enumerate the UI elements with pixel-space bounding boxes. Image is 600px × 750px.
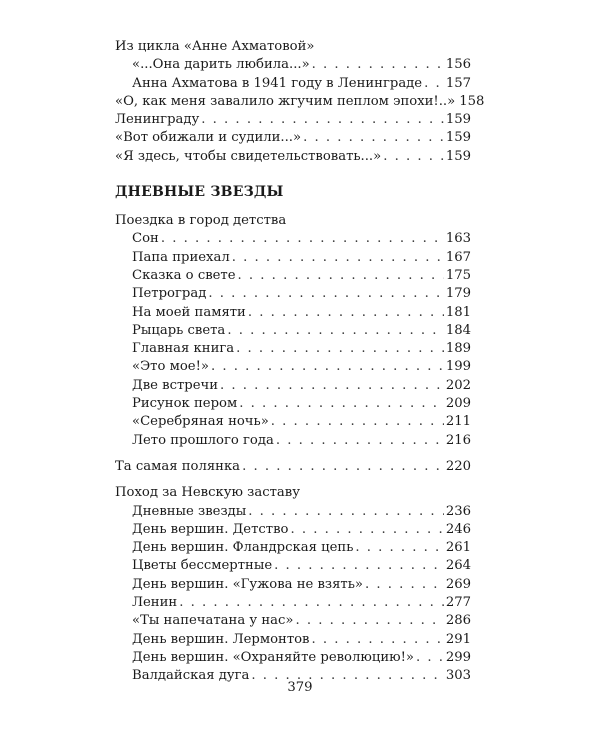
entry-title: День вершин. Детство xyxy=(132,521,289,537)
toc-entry xyxy=(115,322,471,340)
leader-dots xyxy=(271,413,444,431)
leader-dots xyxy=(242,458,444,476)
toc-entry xyxy=(115,340,471,358)
toc-entry-standalone xyxy=(115,458,471,476)
leader-dots xyxy=(239,395,444,413)
leader-dots xyxy=(248,304,444,322)
leader-dots xyxy=(238,267,444,285)
entry-title: «Вот обижали и судили...» xyxy=(115,130,302,146)
toc-entry xyxy=(115,230,471,248)
leader-dots xyxy=(365,576,444,594)
toc-entry xyxy=(115,521,471,539)
entry-title: «Это мое!» xyxy=(132,359,209,375)
entry-title: День вершин. Лермонтов xyxy=(132,631,310,647)
entry-title: Петроград xyxy=(132,286,207,302)
entry-title: «Я здесь, чтобы свидетельствовать...» xyxy=(115,148,382,164)
leader-dots xyxy=(290,521,443,539)
leader-dots xyxy=(211,358,444,376)
cycle-heading: Из цикла «Анне Ахматовой» xyxy=(115,39,315,54)
toc-entry xyxy=(115,594,471,612)
entry-title: Ленинграду xyxy=(115,112,200,128)
toc-entry xyxy=(115,111,471,129)
entry-page: 209 xyxy=(445,396,471,412)
entry-title: День вершин. Фландрская цепь xyxy=(132,540,354,556)
toc-entry xyxy=(115,93,485,111)
toc-entry xyxy=(115,377,471,395)
section-title: ДНЕВНЫЕ ЗВЕЗДЫ xyxy=(115,184,284,201)
entry-title: Рыцарь света xyxy=(132,322,226,338)
leader-dots xyxy=(220,377,444,395)
entry-page: 202 xyxy=(445,377,471,393)
entry-title: Рисунок пером xyxy=(132,396,238,412)
group-heading: Поездка в город детства xyxy=(115,213,287,229)
toc-entry xyxy=(115,395,471,413)
leader-dots xyxy=(276,432,444,450)
toc-entry xyxy=(115,649,471,667)
leader-dots xyxy=(311,631,443,649)
entry-page: 291 xyxy=(445,631,471,647)
leader-dots xyxy=(179,594,444,612)
entry-page: 184 xyxy=(445,322,471,338)
entry-title: Дневные звезды xyxy=(132,503,247,519)
leader-dots xyxy=(274,557,444,575)
entry-title: Главная книга xyxy=(132,341,235,357)
entry-page: 303 xyxy=(445,668,471,684)
toc-entry xyxy=(115,56,471,74)
leader-dots xyxy=(201,111,444,129)
entry-title: Валдайская дуга xyxy=(132,668,250,684)
entry-page: 299 xyxy=(445,649,471,665)
toc-entry xyxy=(115,75,471,93)
toc-entry xyxy=(115,432,471,450)
entry-page: 157 xyxy=(445,75,471,91)
leader-dots xyxy=(161,230,444,248)
toc-entry xyxy=(115,576,471,594)
entry-page: 216 xyxy=(445,432,471,448)
entry-title: «...Она дарить любила...» xyxy=(132,57,310,73)
toc-entry xyxy=(115,267,471,285)
entry-title: Лето прошлого года xyxy=(132,432,274,448)
entry-page: 159 xyxy=(445,148,471,164)
group-heading: Поход за Невскую заставу xyxy=(115,485,300,501)
entry-page: 179 xyxy=(445,286,471,302)
entry-page: 220 xyxy=(445,458,471,474)
toc-entry xyxy=(115,631,471,649)
toc-entry xyxy=(115,129,471,147)
toc-entry xyxy=(115,413,471,431)
toc-entry xyxy=(115,148,471,166)
toc-entry xyxy=(115,358,471,376)
entry-page: 264 xyxy=(445,558,471,574)
entry-title: «О, как меня завалило жгучим пеплом эпохи!..» xyxy=(115,93,456,109)
entry-page: 277 xyxy=(445,595,471,611)
entry-title: День вершин. «Гужова не взять» xyxy=(132,576,363,592)
leader-dots xyxy=(236,340,444,358)
entry-page: 175 xyxy=(445,267,471,283)
entry-page: 163 xyxy=(445,231,471,247)
entry-title: «Серебряная ночь» xyxy=(132,414,269,430)
entry-page: 159 xyxy=(445,130,471,146)
entry-title: На моей памяти xyxy=(132,304,246,320)
leader-dots xyxy=(355,539,443,557)
toc-entry xyxy=(115,249,471,267)
entry-page: 158 xyxy=(459,93,485,109)
leader-dots xyxy=(416,649,444,667)
leader-dots xyxy=(312,56,444,74)
entry-page: 159 xyxy=(445,112,471,128)
entry-page: 189 xyxy=(445,341,471,357)
entry-page: 156 xyxy=(445,57,471,73)
entry-page: 286 xyxy=(445,613,471,629)
entry-page: 211 xyxy=(445,414,471,430)
entry-title: Сон xyxy=(132,231,159,247)
entry-page: 199 xyxy=(445,359,471,375)
entry-title: Папа приехал xyxy=(132,249,230,265)
entry-title: «Ты напечатана у нас» xyxy=(132,613,294,629)
leader-dots xyxy=(248,503,444,521)
entry-page: 236 xyxy=(445,503,471,519)
entry-title: Две встречи xyxy=(132,377,219,393)
toc-entry xyxy=(115,503,471,521)
toc-entry xyxy=(115,285,471,303)
leader-dots xyxy=(227,322,444,340)
leader-dots xyxy=(295,612,443,630)
toc-entry xyxy=(115,612,471,630)
toc-entry xyxy=(115,557,471,575)
entry-title: День вершин. «Охраняйте революцию!» xyxy=(132,649,414,665)
entry-title: Ленин xyxy=(132,595,178,611)
toc-page xyxy=(115,38,485,686)
entry-page: 261 xyxy=(445,540,471,556)
entry-title: Анна Ахматова в 1941 году в Ленинграде xyxy=(132,75,423,91)
entry-title: Цветы бессмертные xyxy=(132,558,273,574)
entry-page: 246 xyxy=(445,521,471,537)
leader-dots xyxy=(208,285,444,303)
entry-page: 269 xyxy=(445,576,471,592)
leader-dots xyxy=(232,249,444,267)
leader-dots xyxy=(383,148,444,166)
leader-dots xyxy=(303,129,444,147)
entry-title: Сказка о свете xyxy=(132,267,236,283)
page-number: 379 xyxy=(287,680,313,695)
entry-title: Та самая полянка xyxy=(115,458,241,474)
toc-entry xyxy=(115,304,471,322)
entry-page: 181 xyxy=(445,304,471,320)
leader-dots xyxy=(424,75,444,93)
toc-entry xyxy=(115,539,471,557)
entry-page: 167 xyxy=(445,249,471,265)
